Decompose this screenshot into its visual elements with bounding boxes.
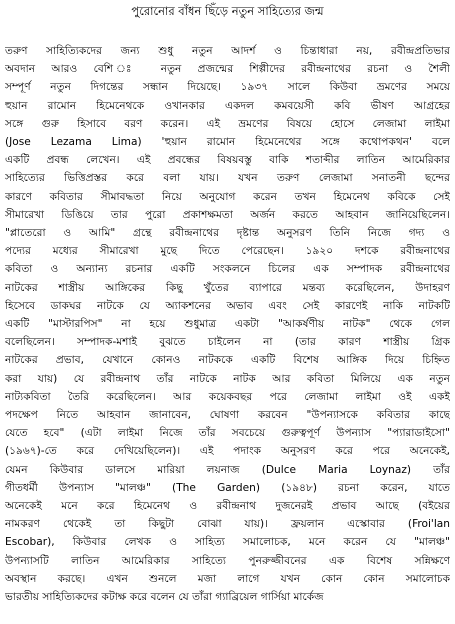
text-line: কবিতা ও অন্যান্য রচনার একটি সংকলনে চিলের এক সম্পাদক রবীন্দ্রনাথের (5, 263, 450, 276)
text-line: একটি প্রবন্ধ লেখেন। এই প্রবন্ধের বিষয়বস্তু বাকি শতাব্দীর লাতিন আমেরিকার (5, 154, 450, 167)
text-line: পদক্ষেপ নিতে আহবান জানাবেন, ঘোষণা করবেন "উপন্যাসকে কবিতার কাছে (5, 409, 450, 421)
text-line: উপন্যাসটি লাতিন আমেরিকার সাহিত্যে পুনরুজ্জীবনের এক বিশেষ সন্নিক্ষণে (5, 554, 450, 567)
text-line: হুয়ান রামোন হিমেনেথকে ওখানকার একদল কমবয়েসী কবি ভীষণ আগ্রহের (5, 99, 450, 112)
text-line: হিসেবে ডাকঘর নাটকে যে অ্যাকশনের অভাব এবং সেই কারণেই নাকি নাটকটি (5, 299, 450, 312)
text-line: পদ্যের মধ্যের সীমারেখা মুছে দিতে পেরেছেন। ১৯২০ দশকে রবীন্দ্রনাথের (5, 245, 450, 258)
text-line: নাটকের প্রভাব, যেখানে কোনও নাটককে একটি বিশেষ আঙ্গিক দিয়ে চিহ্নিত (5, 354, 450, 367)
text-line: সীমারেখা ডিঙিয়ে তার পুরো প্রকাশক্ষমতা অর্জন করতে আহবান জানিয়েছিলেন। (5, 208, 450, 221)
text-line: তরুণ সাহিত্যিকদের জন্য শুধু নতুন আদর্শ ও চিন্তাধারা নয়, রবীন্দ্রপ্রতিভার (5, 45, 450, 57)
text-line: অবস্থান করছে। এখন শুনলে মজা লাগে যখন কোন কোন সমালোচক (5, 572, 450, 585)
text-line: অবদান আরও বেশি ঃ নতুন প্রজন্মের শিল্পীদের রবীন্দ্রনাথের রচনা ও শৈলী (5, 63, 450, 76)
text-line: একটি "মাস্টারপিস" না হয়ে শুধুমাত্র একটা "আকর্ষণীয় নাটক" থেকে গেল (5, 318, 450, 330)
text-line: (১৯৬৭)-তে করে দেখিয়েছিলেন)। এই পদাংক অনুসরণ করে পরে অনেকেই, (5, 445, 450, 458)
text-line: অনেকেই মনে করে হিমেনেথ ও রবীন্দ্রনাথ দুজনেরই প্রভাব আছে (বইয়ের (5, 500, 450, 512)
text-line: Escobar), কিউবার লেখক ও সাহিত্য সমালোচক, মনে করেন যে "মালঞ্চ" (5, 536, 450, 549)
text-line: সম্পূর্ণ নতুন দিগন্তের সন্ধান দিয়েছে। ১৯৩৭ সালে কিউবা ভ্রমণের সময়ে (5, 81, 450, 94)
text-line: সাহিত্যের ভিত্তিপ্রস্তর করে বলা যায়। যখন তরুণ লেজামা সনাতনী ছন্দের (5, 172, 450, 185)
text-line: যেতে হবে" (এটা লাইমা নিজে তাঁর সবচেয়ে গুরুত্বপূর্ণ উপন্যাস "প্যারাডাইসো" (5, 427, 450, 440)
text-line: কারণে কবিতার সীমাবদ্ধতা নিয়ে অনুযোগ করেন তখন হিমেনেথ কবিকে সেই (5, 190, 450, 203)
text-line: (Jose Lezama Lima) 'হুয়ান রামোন হিমেনেথের সঙ্গে কথোপকথন' বলে (5, 136, 450, 148)
text-line: বলেছিলেন। সম্পাদক-মশাই বুঝতে চাইলেন না (তার কারণ শাস্ত্রীয় গ্রিক (5, 336, 450, 349)
text-line: করা যায়) যে রবীন্দ্রনাথ তাঁর নাটকে নাটক আর কবিতা মিলিয়ে এক নতুন (5, 372, 450, 385)
text-line: ভারতীয় সাহিত্যিকদের কটাক্ষ করে বলেন যে তাঁরা গ্যাব্রিয়েল গার্সিয়া মার্কেজ (5, 591, 324, 603)
text-line: গীতধর্মী উপন্যাস "মালঞ্চ" (The Garden) (১৯৪৮) রচনা করেন, যাতে (5, 481, 450, 494)
document-title: পুরোনোর বাঁধন ছিঁড়ে নতুন সাহিত্যের জন্ম (131, 4, 324, 18)
text-line: নাট্যকবিতা তৈরি করেছিলেন। আর কয়েকবছর পরে লেজামা লাইমা ওই একই (5, 390, 450, 403)
text-line: "প্লাতেরো ও আমি" গ্রন্থে রবীন্দ্রনাথের দৃষ্টান্ত অনুসরণ তিনি নিজে গদ্য ও (5, 227, 450, 239)
text-line: নাটকের শাস্ত্রীয় আঙ্গিকের কিছু খুঁতের ব্যাপারে মন্তব্য করেছিলেন, উদাহরণ (5, 281, 450, 294)
text-line: সঙ্গে গুরু হিসাবে বরণ করেন। এই ভ্রমণের বিষয়ে হোসে লেজামা লাইমা (5, 117, 450, 130)
text-line: নামকরণ থেকেই তা কিছুটা বোঝা যায়)। ফ্রয়লান এস্কোবার (Froi'lan (5, 518, 450, 531)
text-line: যেমন কিউবার ডালসে মারিয়া লয়নাজ (Dulce Maria Loynaz) তাঁর (5, 463, 450, 476)
